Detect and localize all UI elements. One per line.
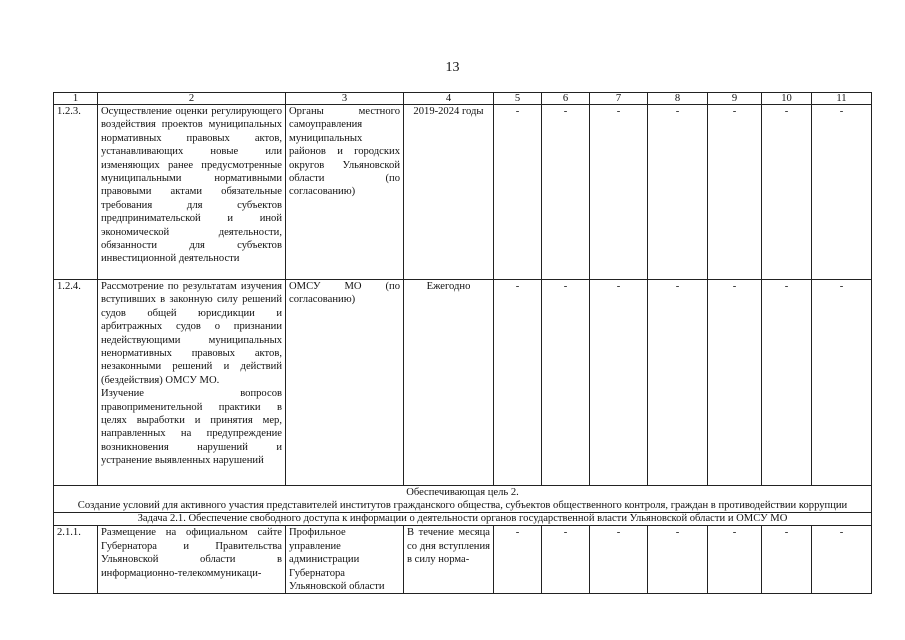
task-title: Задача 2.1. Обеспечение свободного доступа к информации о деятельности органов государственной власти Ульяновской области и ОМСУ МО — [54, 513, 872, 526]
row-value: - — [708, 280, 762, 486]
row-responsible: ОМСУ МО (по согласованию) — [286, 280, 404, 486]
row-description-cell — [98, 280, 286, 486]
measures-table — [53, 92, 872, 594]
row-value: - — [708, 526, 762, 594]
header-cell: 10 — [762, 93, 812, 105]
row-value: - — [648, 280, 708, 486]
row-number: 1.2.4. — [54, 280, 98, 486]
table-row — [54, 105, 872, 280]
page-number: 13 — [445, 60, 460, 75]
row-term: 2019-2024 годы — [404, 105, 494, 280]
goal-text: Создание условий для активного участия представителей институтов гражданского общества, субъектов общественного контроля, граждан в противодействии коррупции — [77, 500, 848, 512]
row-value: - — [590, 280, 648, 486]
header-cell: 11 — [812, 93, 872, 105]
row-term: Ежегодно — [404, 280, 494, 486]
row-description: Рассмотрение по результатам изучения вступивших в законную силу решений судов общей юрисдикции и арбитражных судов о признании недействующими муниципальных ненормативных правовых актов, незаконными решений и действий (бездействия) ОМСУ МО. — [101, 281, 282, 386]
row-value: - — [812, 526, 872, 594]
table-row — [54, 526, 872, 594]
row-value: - — [542, 280, 590, 486]
header-cell: 5 — [494, 93, 542, 105]
row-description: Размещение на официальном сайте Губернатора и Правительства Ульяновской области в информационно-телекоммуникаци- — [98, 526, 286, 594]
goal-row — [54, 486, 872, 513]
row-value: - — [648, 526, 708, 594]
row-value: - — [494, 280, 542, 486]
header-cell: 8 — [648, 93, 708, 105]
row-value: - — [812, 280, 872, 486]
row-number: 2.1.1. — [54, 526, 98, 594]
row-value: - — [762, 280, 812, 486]
row-responsible: Органы местного самоуправления муниципальных районов и городских округов Ульяновской области (по согласованию) — [286, 105, 404, 280]
row-value: - — [542, 526, 590, 594]
row-term: В течение месяца со дня вступления в силу норма- — [404, 526, 494, 594]
header-cell: 7 — [590, 93, 648, 105]
header-row — [54, 93, 872, 105]
row-value: - — [494, 105, 542, 280]
table-row — [54, 280, 872, 486]
row-description: Осуществление оценки регулирующего воздействия проектов муниципальных нормативных правовых актов, устанавливающих новые или изменяющих ранее предусмотренные муниципальными нормативными правовыми актами обязательные требования для субъектов предпринимательской и иной экономической деятельности, обязанности для субъектов инвестиционной деятельности — [98, 105, 286, 280]
header-cell: 4 — [404, 93, 494, 105]
row-value: - — [590, 526, 648, 594]
row-number: 1.2.3. — [54, 105, 98, 280]
row-value: - — [812, 105, 872, 280]
row-value: - — [762, 105, 812, 280]
row-responsible: Профильное управление администрации Губернатора Ульяновской области — [286, 526, 404, 594]
header-cell: 9 — [708, 93, 762, 105]
header-cell: 3 — [286, 93, 404, 105]
row-value: - — [542, 105, 590, 280]
row-description-continued: Изучение вопросов правоприменительной практики в целях выработки и принятия мер, направленных на предупреждение возникновения нарушений и устранение выявленных нарушений — [101, 388, 282, 467]
task-row — [54, 513, 872, 526]
goal-cell — [54, 486, 872, 513]
header-cell: 6 — [542, 93, 590, 105]
row-value: - — [708, 105, 762, 280]
goal-title: Обеспечивающая цель 2. — [406, 487, 519, 498]
row-value: - — [590, 105, 648, 280]
row-value: - — [762, 526, 812, 594]
header-cell: 2 — [98, 93, 286, 105]
header-cell: 1 — [54, 93, 98, 105]
row-value: - — [494, 526, 542, 594]
row-value: - — [648, 105, 708, 280]
